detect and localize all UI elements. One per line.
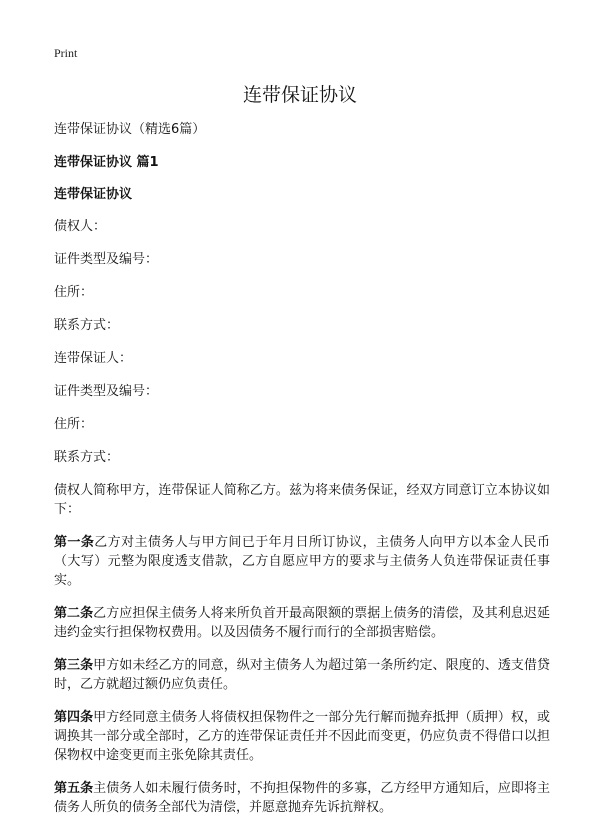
field-creditor: 债权人： bbox=[54, 219, 107, 234]
clause-3 bbox=[54, 656, 550, 694]
clause-4 bbox=[54, 708, 550, 765]
agreement-heading: 连带保证协议 bbox=[54, 187, 133, 202]
field-guarantor-address: 住所： bbox=[54, 417, 94, 432]
field-creditor-contact: 联系方式： bbox=[54, 318, 120, 333]
clause-text: 乙方对主债务人与甲方间已于年月日所订协议，主债务人向甲方以本金人民币（大写）元整为限度透支借款，乙方自愿应甲方的要求与主债务人负连带保证责任事实。 bbox=[54, 535, 550, 588]
field-creditor-id: 证件类型及编号： bbox=[54, 252, 159, 267]
clause-text: 乙方应担保主债务人将来所负首开最高限额的票据上债务的清偿，及其利息迟延违约金实行担保物权费用。以及因债务不履行而行的全部损害赔偿。 bbox=[54, 606, 550, 640]
document-body bbox=[54, 120, 550, 831]
print-link[interactable]: Print bbox=[54, 46, 78, 60]
clause-label: 第四条 bbox=[54, 710, 94, 725]
clause-5 bbox=[54, 779, 550, 817]
field-guarantor-id: 证件类型及编号： bbox=[54, 384, 159, 399]
clause-1 bbox=[54, 533, 550, 590]
document-subtitle: 连带保证协议（精选6篇） bbox=[54, 122, 206, 137]
clause-label: 第二条 bbox=[54, 606, 94, 621]
clause-text: 甲方如未经乙方的同意，纵对主债务人为超过第一条所约定、限度的、透支借贷时，乙方就超过额仍应负责任。 bbox=[54, 658, 550, 692]
field-guarantor: 连带保证人： bbox=[54, 351, 133, 366]
clause-text: 甲方经同意主债务人将债权担保物件之一部分先行解而抛弃抵押（质押）权，或调换其一部分或全部时，乙方的连带保证责任并不因此而变更，仍应负责不得借口以担保物权中途变更而主张免除其责任。 bbox=[54, 710, 550, 763]
clause-2 bbox=[54, 604, 550, 642]
clause-label: 第一条 bbox=[54, 535, 95, 550]
section-heading: 连带保证协议 篇1 bbox=[54, 155, 159, 170]
clause-text: 主债务人如未履行债务时，不拘担保物件的多寡，乙方经甲方通知后，应即将主债务人所负的债务全部代为清偿，并愿意抛弃先诉抗辩权。 bbox=[54, 781, 550, 815]
document-title: 连带保证协议 bbox=[242, 84, 357, 106]
field-guarantor-contact: 联系方式： bbox=[54, 450, 120, 465]
clause-label: 第三条 bbox=[54, 658, 94, 673]
field-creditor-address: 住所： bbox=[54, 285, 94, 300]
clause-label: 第五条 bbox=[54, 781, 94, 796]
intro-paragraph: 债权人简称甲方，连带保证人简称乙方。兹为将来债务保证，经双方同意订立本协议如下： bbox=[54, 483, 550, 517]
